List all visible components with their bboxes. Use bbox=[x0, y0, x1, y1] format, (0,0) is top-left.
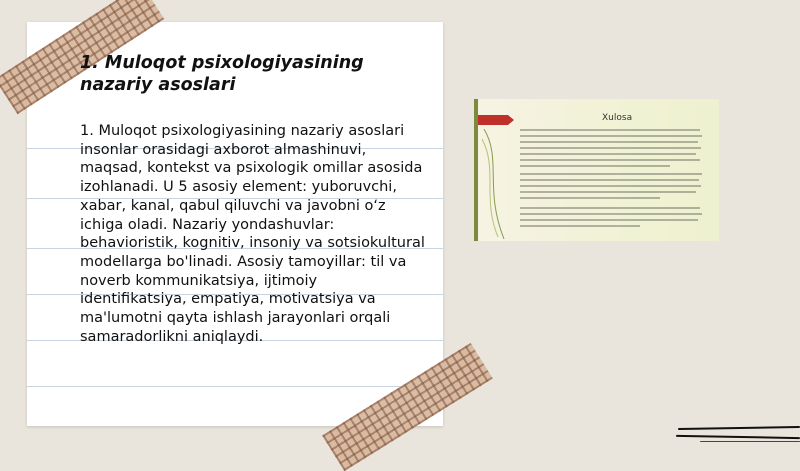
thumbnail-text-line bbox=[520, 135, 702, 137]
thumbnail-text-line bbox=[520, 179, 699, 181]
thumbnail-text-line bbox=[520, 141, 698, 143]
thumbnail-heading: Xulosa bbox=[602, 113, 633, 123]
slide-body-text: 1. Muloqot psixologiyasining nazariy asoslari insonlar orasidagi axborot almashinuvi, maqsad, kontekst va psixologik omillar asosida izohlanadi. U 5 asosiy element: yuboruvchi, xabar, kanal, qabul qiluvchi va javobni o‘z ichiga oladi. Nazariy yondashuvlar: behavioristik, kognitiv, insoniy va sotsiokultural modellarga bo'linadi. Asosiy tamoyillar: til va noverb kommunikatsiya, ijtimoiy identifikatsiya, empatiya, motivatsiya va ma'lumotni qayta ishlash jarayonlari orqali samaradorlikni aniqlaydi. bbox=[80, 123, 425, 345]
xulosa-thumbnail-image bbox=[474, 99, 719, 241]
thumbnail-text-line bbox=[520, 207, 700, 209]
thumbnail-text-line bbox=[520, 129, 700, 131]
thumbnail-text-line bbox=[520, 191, 696, 193]
thumbnail-text-line bbox=[520, 219, 698, 221]
slide-title: 1. Muloqot psixologiyasining nazariy asoslari bbox=[80, 53, 364, 95]
thumbnail-curve-decoration bbox=[480, 129, 510, 239]
thumbnail-text-line bbox=[520, 159, 700, 161]
ruled-line bbox=[27, 386, 443, 387]
thumbnail-text-line bbox=[520, 213, 702, 215]
thumbnail-text-line bbox=[520, 165, 670, 167]
thumbnail-text-line bbox=[520, 147, 701, 149]
thumbnail-text-line bbox=[520, 225, 640, 227]
thumbnail-text-line bbox=[520, 197, 660, 199]
decorative-stroke bbox=[678, 426, 800, 430]
decorative-stroke bbox=[700, 441, 800, 442]
thumbnail-text-line bbox=[520, 185, 701, 187]
thumbnail-text-line bbox=[520, 153, 696, 155]
thumbnail-arrow-icon bbox=[478, 115, 508, 125]
decorative-stroke bbox=[676, 435, 800, 439]
thumbnail-text-line bbox=[520, 173, 702, 175]
